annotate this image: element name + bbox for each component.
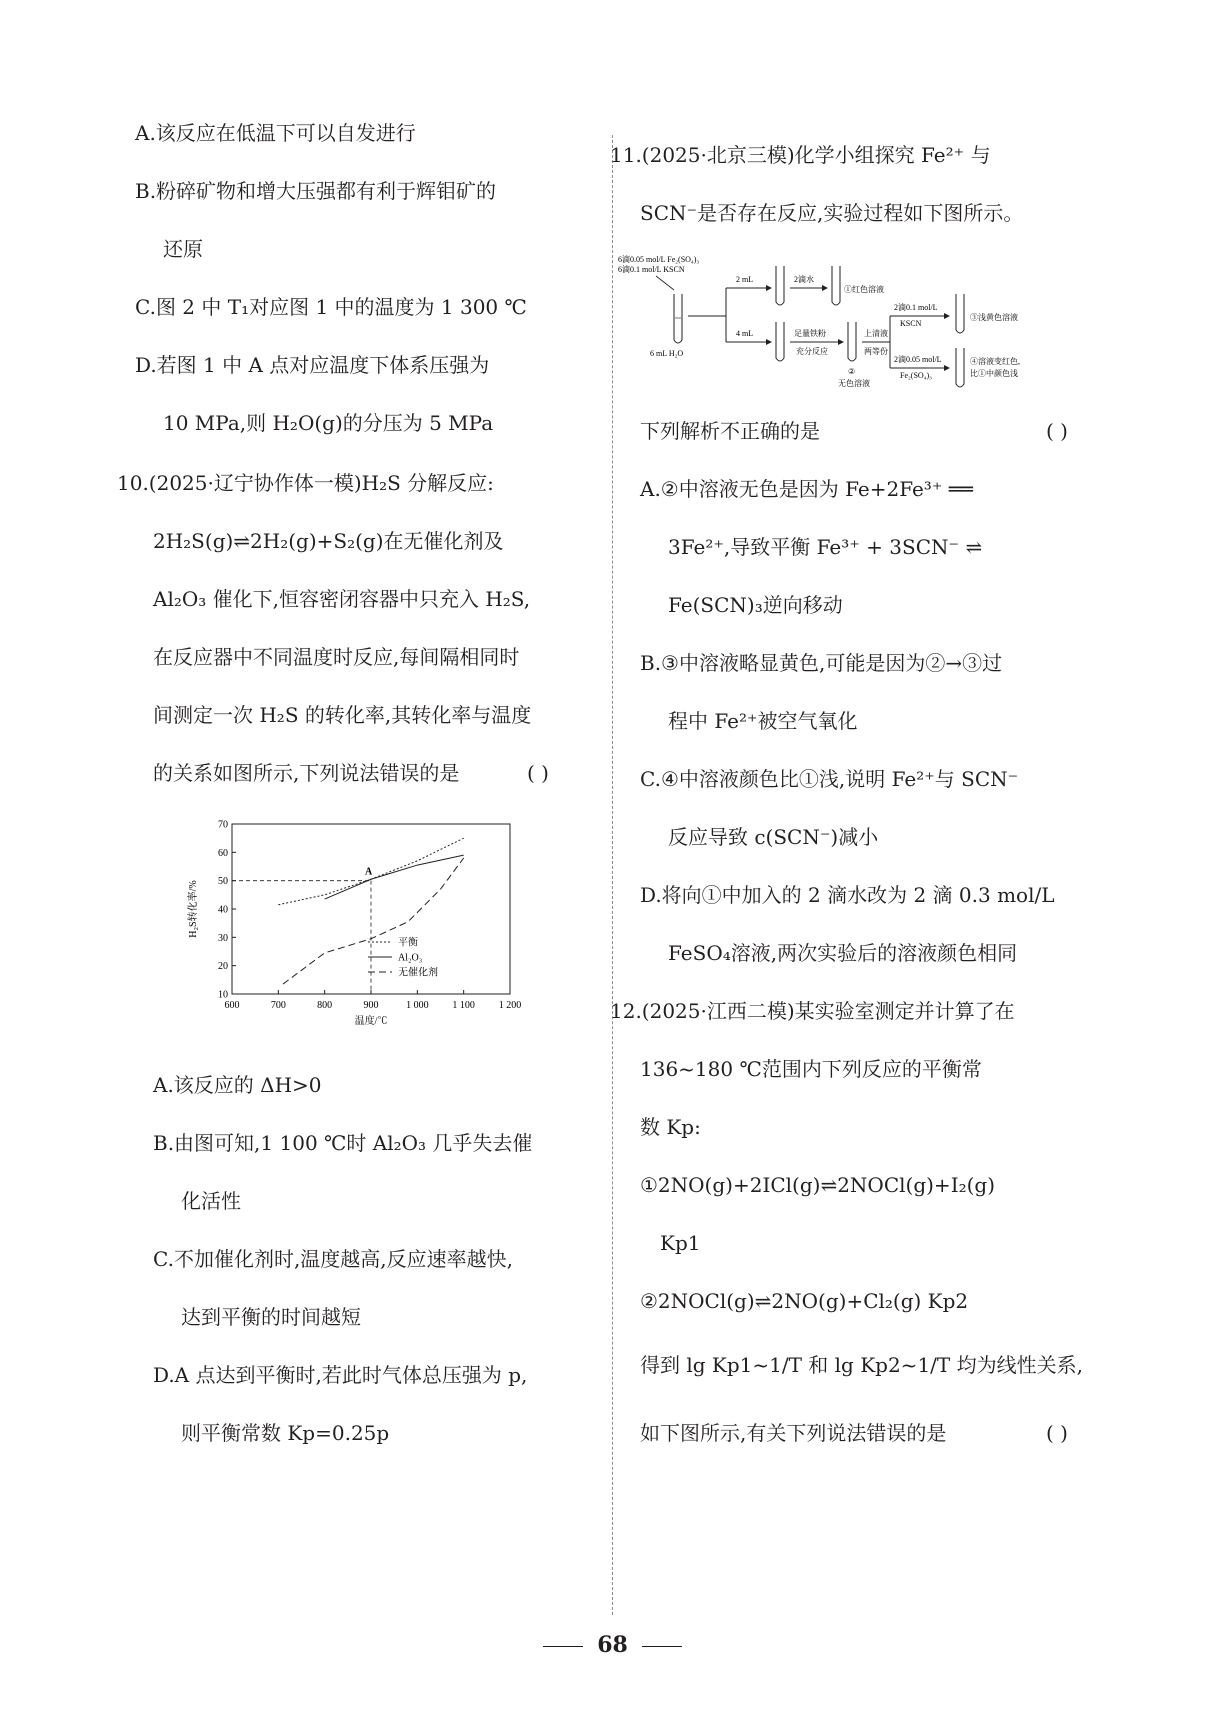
q12-answer-bracket: ( ) — [1046, 1421, 1068, 1445]
q10-chart — [180, 812, 530, 1031]
kscn-drops-label: 2滴0.1 mol/L — [894, 303, 938, 312]
q12-stem-line3: 数 Kp: — [640, 1115, 701, 1139]
q11-stem-line2: SCN⁻是否存在反应,实验过程如下图所示。 — [640, 201, 1024, 225]
result-3-label: ③浅黄色溶液 — [970, 313, 1018, 322]
q9-option-d-line2: 10 MPa,则 H₂O(g)的分压为 5 MPa — [163, 411, 494, 435]
full-reaction-label: 充分反应 — [796, 347, 828, 356]
x-tick-label: 1 100 — [452, 1000, 475, 1011]
q10-option-a: A.该反应的 ΔH>0 — [153, 1073, 322, 1097]
q11-stem-line1: 11.(2025·北京三模)化学小组探究 Fe²⁺ 与 — [610, 143, 991, 167]
page-number: 68 — [597, 1632, 628, 1658]
fe2so43-label: Fe₂(SO₄)₃ — [900, 371, 932, 380]
q11-experiment-diagram — [616, 250, 1036, 424]
q10-stem-line3: Al₂O₃ 催化下,恒容密闭容器中只充入 H₂S, — [153, 587, 531, 611]
q11-option-c-line2: 反应导致 c(SCN⁻)减小 — [668, 825, 879, 849]
q10-stem-line4: 在反应器中不同温度时反应,每间隔相同时 — [153, 645, 520, 669]
q10-option-c-line1: C.不加催化剂时,温度越高,反应速率越快, — [153, 1247, 514, 1271]
series-line-2 — [325, 855, 464, 899]
test-tube-start — [674, 294, 682, 343]
q11-answer-bracket: ( ) — [1046, 419, 1068, 443]
q10-stem-line2: 2H₂S(g)⇌2H₂(g)+S₂(g)在无催化剂及 — [153, 529, 504, 553]
q10-option-c-line2: 达到平衡的时间越短 — [181, 1305, 361, 1329]
x-tick-label: 1 000 — [406, 1000, 429, 1011]
y-tick-label: 60 — [218, 847, 228, 859]
q11-option-c-line1: C.④中溶液颜色比①浅,说明 Fe²⁺与 SCN⁻ — [640, 767, 1019, 791]
legend-label-3: 无催化剂 — [398, 967, 438, 979]
q11-option-a-line1: A.②中溶液无色是因为 Fe+2Fe³⁺ ══ — [640, 477, 973, 501]
result-4-label-1: ④溶液变红色, — [970, 357, 1020, 366]
test-tube-2ml — [776, 266, 784, 305]
q12-reaction-1-k: Kp1 — [660, 1231, 701, 1255]
column-divider — [612, 135, 613, 1615]
iron-powder-label: 足量铁粉 — [794, 329, 826, 338]
q11-option-d-line1: D.将向①中加入的 2 滴水改为 2 滴 0.3 mol/L — [640, 883, 1055, 907]
x-tick-label: 800 — [317, 1000, 333, 1011]
test-tube-2 — [848, 322, 856, 361]
legend-label-2: Al₂O₃ — [398, 952, 423, 964]
q9-option-a: A.该反应在低温下可以自发进行 — [135, 121, 416, 145]
y-axis-label: H₂S转化率/% — [188, 880, 199, 938]
page-footer — [0, 1632, 1225, 1658]
y-tick-label: 30 — [218, 932, 228, 944]
q11-stem-line3: 下列解析不正确的是 — [640, 419, 820, 443]
x-axis-label: 温度/℃ — [354, 1016, 388, 1027]
test-tube-3 — [956, 294, 964, 333]
series-line-3 — [283, 858, 464, 984]
q12-stem-line2: 136~180 ℃范围内下列反应的平衡常 — [640, 1057, 982, 1081]
volume-2ml: 2 mL — [736, 275, 754, 284]
q9-option-b-line2: 还原 — [163, 237, 203, 261]
result-1-label: ①红色溶液 — [844, 285, 884, 294]
q10-option-d-line2: 则平衡常数 Kp=0.25p — [181, 1421, 390, 1445]
y-tick-label: 10 — [218, 989, 228, 1001]
q11-option-a-line2: 3Fe²⁺,导致平衡 Fe³⁺ + 3SCN⁻ ⇌ — [668, 535, 983, 559]
q10-option-d-line1: D.A 点达到平衡时,若此时气体总压强为 p, — [153, 1363, 528, 1387]
add-water-label: 2滴水 — [794, 275, 814, 284]
x-tick-label: 600 — [224, 1000, 240, 1011]
fe-drops-label: 2滴0.05 mol/L — [894, 355, 942, 364]
q10-option-b-line2: 化活性 — [181, 1189, 241, 1213]
q11-option-b-line1: B.③中溶液略显黄色,可能是因为②→③过 — [640, 651, 1003, 675]
q10-stem-line5: 间测定一次 H₂S 的转化率,其转化率与温度 — [153, 703, 532, 727]
colorless-solution-label: 无色溶液 — [838, 379, 870, 388]
volume-4ml: 4 mL — [736, 329, 754, 338]
kscn-label: KSCN — [900, 319, 922, 328]
y-tick-label: 20 — [218, 961, 228, 973]
x-tick-label: 1 200 — [498, 1000, 522, 1011]
q11-option-d-line2: FeSO₄溶液,两次实验后的溶液颜色相同 — [668, 941, 1018, 965]
q9-option-c: C.图 2 中 T₁对应图 1 中的温度为 1 300 ℃ — [135, 295, 527, 319]
q12-reaction-1: ①2NO(g)+2ICl(g)⇌2NOCl(g)+I₂(g) — [640, 1173, 996, 1197]
q10-stem-line6: 的关系如图所示,下列说法错误的是 — [153, 761, 460, 785]
test-tube-4ml — [776, 322, 784, 361]
q9-option-d-line1: D.若图 1 中 A 点对应温度下体系压强为 — [135, 353, 490, 377]
experiment-flow-diagram — [616, 250, 1036, 420]
q12-stem-line5: 如下图所示,有关下列说法错误的是 — [640, 1421, 947, 1445]
x-tick-label: 900 — [363, 1000, 379, 1011]
q12-reaction-2: ②2NOCl(g)⇌2NO(g)+Cl₂(g) Kp2 — [640, 1289, 969, 1313]
q10-stem-line1: 10.(2025·辽宁协作体一模)H₂S 分解反应: — [117, 471, 494, 495]
q10-option-b-line1: B.由图可知,1 100 ℃时 Al₂O₃ 几乎失去催 — [153, 1131, 533, 1155]
point-a-label: A — [365, 866, 373, 878]
note-kscn: 6滴0.1 mol/L KSCN — [618, 265, 685, 274]
test-tube-4 — [956, 348, 964, 387]
test-tube-1 — [832, 266, 840, 305]
supernatant-label: 上清液 — [864, 329, 888, 338]
y-tick-label: 70 — [218, 819, 228, 831]
note-fe2so43: 6滴0.05 mol/L Fe₂(SO₄)₃ — [618, 255, 700, 264]
q9-option-b-line1: B.粉碎矿物和增大压强都有利于辉钼矿的 — [135, 179, 497, 203]
q11-option-a-line3: Fe(SCN)₃逆向移动 — [668, 593, 843, 617]
result-4-label-2: 比①中颜色浅 — [970, 369, 1018, 378]
legend-label-1: 平衡 — [398, 937, 418, 949]
q12-stem-line4: 得到 lg Kp1~1/T 和 lg Kp2~1/T 均为线性关系, — [640, 1353, 1083, 1377]
y-tick-label: 40 — [218, 904, 228, 916]
q10-answer-bracket: ( ) — [527, 761, 549, 785]
start-solution-label: 6 mL H₂O — [650, 349, 684, 358]
two-portions-label: 两等份 — [864, 347, 888, 356]
q11-option-b-line2: 程中 Fe²⁺被空气氧化 — [668, 709, 858, 733]
conversion-temperature-chart — [180, 812, 530, 1027]
y-tick-label: 50 — [218, 876, 228, 888]
x-tick-label: 700 — [270, 1000, 286, 1011]
step-2-label: ② — [848, 367, 856, 376]
q12-stem-line1: 12.(2025·江西二模)某实验室测定并计算了在 — [610, 999, 1015, 1023]
